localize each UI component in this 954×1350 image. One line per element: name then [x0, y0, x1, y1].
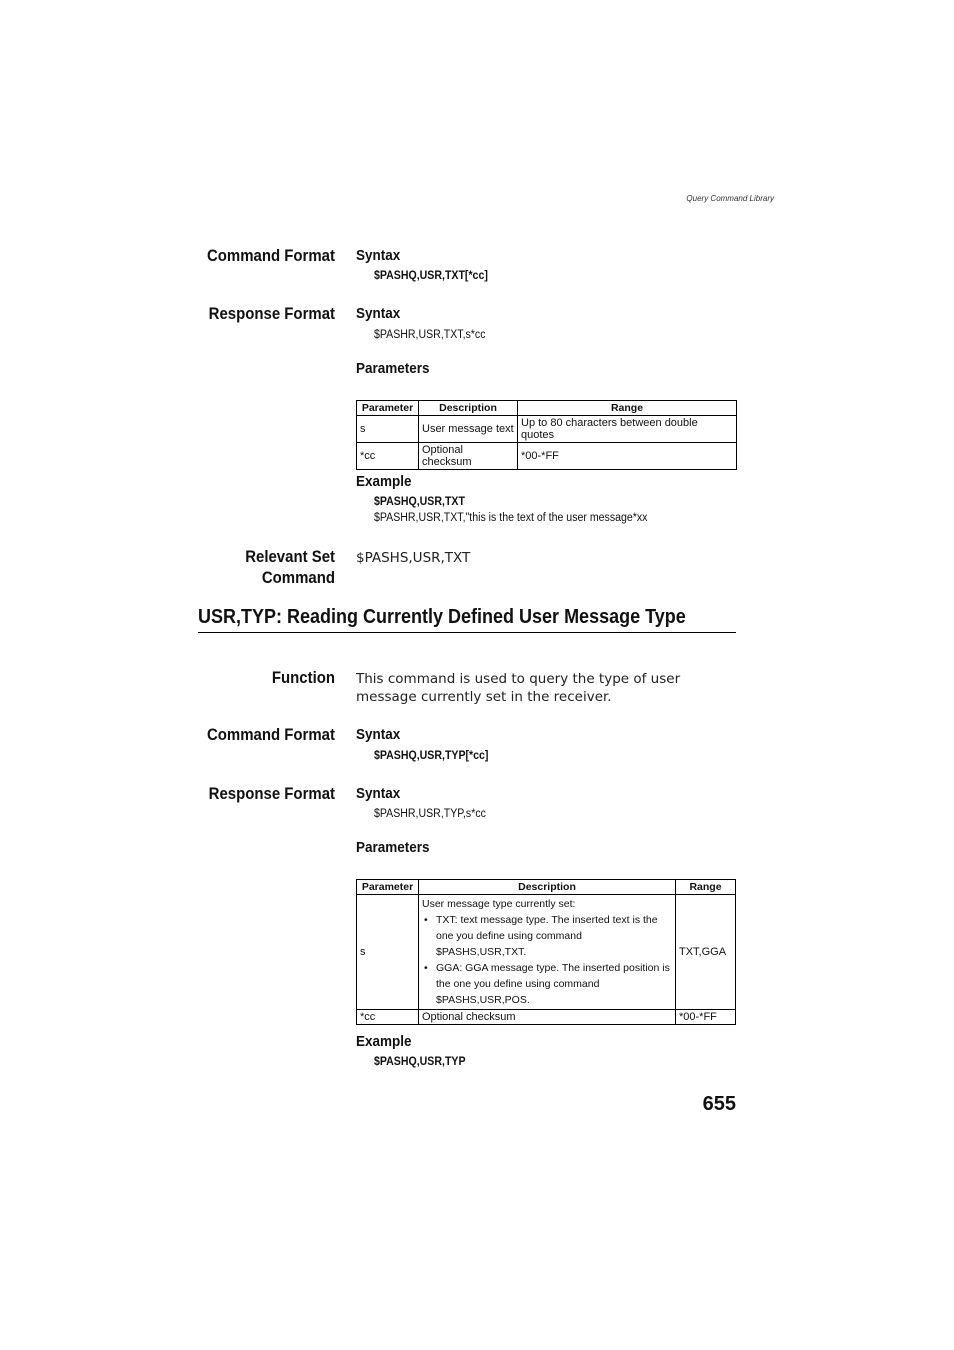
table-header-cell: Range: [518, 401, 737, 416]
table-cell: TXT,GGA: [676, 895, 736, 1010]
table-header-cell: Description: [419, 401, 518, 416]
description-intro: User message type currently set:: [422, 898, 576, 910]
txt-example-response: $PASHR,USR,TXT,"this is the text of the user message*xx: [374, 512, 648, 524]
list-item: • GGA: GGA message type. The inserted position is the one you define using command $PASHS,USR,POS.: [434, 960, 672, 1008]
txt-relevant-set-command: $PASHS,USR,TXT: [356, 550, 471, 566]
response-format-label: Response Format: [208, 784, 335, 803]
syntax-heading: Syntax: [356, 305, 401, 322]
list-item: • TXT: text message type. The inserted text is the one you define using command $PASHS,USR,TXT.: [434, 912, 672, 960]
txt-example-query: $PASHQ,USR,TXT: [374, 496, 465, 508]
syntax-heading: Syntax: [356, 785, 401, 802]
function-label: Function: [271, 668, 335, 687]
table-header-cell: Description: [419, 880, 676, 895]
table-cell: User message text: [419, 416, 518, 443]
table-cell: *00-*FF: [518, 443, 737, 470]
table-header-row: [357, 880, 736, 895]
table-cell: Optional checksum: [419, 1010, 676, 1025]
table-cell: [419, 895, 676, 1010]
table-cell: *cc: [357, 443, 419, 470]
txt-command-syntax: $PASHQ,USR,TXT[*cc]: [374, 270, 488, 282]
typ-parameters-table: [356, 879, 736, 1025]
page-number: 655: [702, 1093, 736, 1115]
parameters-heading: Parameters: [356, 360, 430, 377]
table-cell: s: [357, 895, 419, 1010]
typ-command-syntax: $PASHQ,USR,TYP[*cc]: [374, 750, 489, 762]
table-header-cell: Range: [676, 880, 736, 895]
table-cell: Up to 80 characters between double quotes: [518, 416, 737, 443]
txt-parameters-table: [356, 400, 737, 470]
txt-response-syntax: $PASHR,USR,TXT,s*cc: [374, 329, 486, 341]
section-title-text: USR,TYP: Reading Currently Defined User Message Type: [198, 606, 686, 628]
relevant-set-command-label: Relevant Set Command: [245, 547, 335, 587]
example-heading: Example: [356, 1033, 412, 1050]
table-cell: s: [357, 416, 419, 443]
typ-example-query: $PASHQ,USR,TYP: [374, 1056, 466, 1068]
description-list: [422, 912, 672, 1008]
typ-response-syntax: $PASHR,USR,TYP,s*cc: [374, 808, 486, 820]
table-header-cell: Parameter: [357, 880, 419, 895]
example-heading: Example: [356, 473, 412, 490]
table-cell: *cc: [357, 1010, 419, 1025]
table-cell: *00-*FF: [676, 1010, 736, 1025]
response-format-label: Response Format: [208, 304, 335, 323]
table-row: [357, 416, 737, 443]
syntax-heading: Syntax: [356, 247, 401, 264]
table-row: [357, 1010, 736, 1025]
syntax-heading: Syntax: [356, 726, 401, 743]
running-header: Query Command Library: [686, 194, 774, 203]
table-header-row: [357, 401, 737, 416]
table-cell: Optional checksum: [419, 443, 518, 470]
table-header-cell: Parameter: [357, 401, 419, 416]
typ-function-text: This command is used to query the type of user message currently set in the receiver.: [356, 671, 681, 705]
table-row: [357, 895, 736, 1010]
command-format-label: Command Format: [206, 725, 335, 744]
parameters-heading: Parameters: [356, 839, 430, 856]
command-format-label: Command Format: [206, 246, 335, 265]
section-title: [198, 606, 736, 633]
table-row: [357, 443, 737, 470]
